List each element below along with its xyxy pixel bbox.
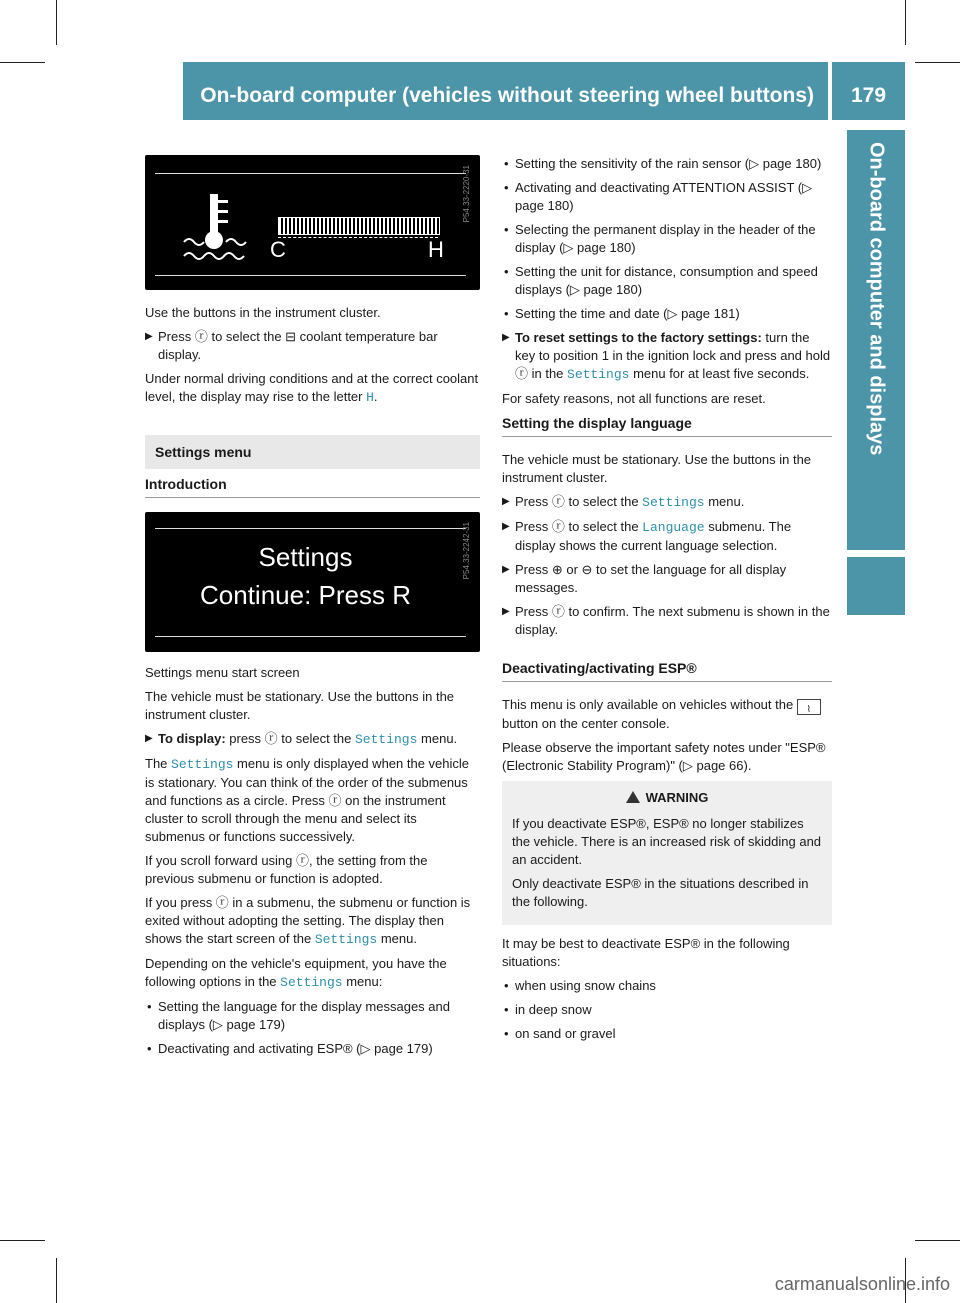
settings-screen-title: Settings: [258, 542, 353, 572]
settings-screen-prompt: Continue: Press R: [200, 580, 411, 610]
crop-mark: [915, 1240, 960, 1241]
coolant-display-image: [145, 155, 480, 290]
coolant-bar: [278, 217, 440, 235]
step: ▶ Press ⓡ to confirm. The next submenu is shown in the display.: [502, 603, 832, 639]
crop-mark: [56, 0, 57, 45]
image-code: P54.33-2242-31: [462, 522, 471, 580]
paragraph: It may be best to deactivate ESP® in the following situations:: [502, 936, 790, 969]
heading-rule: [502, 436, 832, 437]
list-item: • Setting the time and date (▷ page 181): [502, 305, 832, 323]
paragraph: Depending on the vehicle's equipment, you have the following options in the Settings menu:: [145, 956, 447, 990]
settings-screen-image: [145, 512, 480, 652]
paragraph: The Settings menu is only displayed when the vehicle is stationary. You can think of the order of the submenus and functions as a circle. Press ⓡ on the instrument cluster to scroll through the menu and select its submenus or functions successively.: [145, 756, 470, 844]
side-tab: [847, 130, 905, 550]
right-column: [502, 155, 832, 1049]
paragraph: This menu is only available on vehicles without the ⌇ button on the center console.: [502, 696, 832, 733]
paragraph: The vehicle must be stationary. Use the buttons in the instrument cluster.: [145, 689, 455, 722]
figure-caption: Settings menu start screen: [145, 665, 300, 680]
crop-mark: [56, 1258, 57, 1303]
warning-text: If you deactivate ESP®, ESP® no longer stabilizes the vehicle. There is an increased risk of skidding and an accident.: [512, 816, 822, 867]
subsection-heading: Setting the display language: [502, 415, 692, 431]
page-number: 179: [850, 84, 887, 107]
crop-mark: [915, 62, 960, 63]
coolant-bar-scale: [278, 237, 438, 239]
paragraph: If you scroll forward using ⓡ, the setting from the previous submenu or function is adopted.: [145, 853, 428, 886]
image-code: P54.33-2220-31: [462, 165, 471, 223]
heading-rule: [502, 681, 832, 682]
screen-divider: [155, 275, 466, 276]
step: ▶ To reset settings to the factory settings: turn the key to position 1 in the ignition lock and press and hold ⓡ in the Settings menu for at least five seconds.: [502, 329, 832, 384]
heading-rule: [145, 497, 480, 498]
screen-divider: [155, 528, 466, 529]
warning-triangle-icon: [626, 791, 640, 803]
list-item: • Deactivating and activating ESP® (▷ page 179): [145, 1040, 480, 1058]
coolant-label-h: H: [428, 237, 444, 262]
screen-divider: [155, 173, 466, 174]
step: ▶ Press ⓡ to select the Language submenu. The display shows the current language selection.: [502, 518, 832, 555]
list-item: • Activating and deactivating ATTENTION ASSIST (▷ page 180): [502, 179, 832, 215]
watermark: carmanualsonline.info: [774, 1274, 950, 1294]
screen-divider: [155, 636, 466, 637]
crop-mark: [905, 0, 906, 45]
page-title: On-board computer (vehicles without steering wheel buttons): [200, 84, 814, 107]
step: ▶ Press ⓡ to select the Settings menu.: [502, 493, 832, 512]
subsection-heading: Introduction: [145, 476, 227, 492]
coolant-label-c: C: [270, 237, 286, 262]
warning-heading: WARNING: [512, 789, 822, 807]
left-column: [145, 155, 480, 1064]
paragraph: Under normal driving conditions and at the correct coolant level, the display may rise to the letter H.: [145, 371, 479, 405]
list-item: • on sand or gravel: [502, 1025, 832, 1043]
section-heading: Settings menu: [145, 435, 480, 469]
paragraph: Use the buttons in the instrument cluster.: [145, 305, 381, 320]
side-marker: [847, 557, 905, 615]
crop-mark: [0, 62, 45, 63]
page-header: [183, 62, 828, 120]
page-number-box: [832, 62, 905, 120]
list-item: • Selecting the permanent display in the header of the display (▷ page 180): [502, 221, 832, 257]
side-tab-label: On-board computer and displays: [865, 142, 888, 456]
step: ▶ Press ⊕ or ⊖ to set the language for all display messages.: [502, 561, 832, 597]
paragraph: For safety reasons, not all functions are reset.: [502, 391, 766, 406]
crop-mark: [0, 1240, 45, 1241]
list-item: • in deep snow: [502, 1001, 832, 1019]
subsection-heading: Deactivating/activating ESP®: [502, 660, 697, 676]
step: ▶ To display: press ⓡ to select the Settings menu.: [145, 730, 480, 749]
paragraph: Please observe the important safety notes under "ESP® (Electronic Stability Program)" (▷ page 66).: [502, 740, 826, 773]
paragraph: If you press ⓡ in a submenu, the submenu or function is exited without adopting the setting. The display then shows the start screen of the Settings menu.: [145, 895, 471, 947]
step: ▶ Press ⓡ to select the ⊟ coolant temperature bar display.: [145, 328, 480, 364]
list-item: • Setting the unit for distance, consumption and speed displays (▷ page 180): [502, 263, 832, 299]
warning-text: Only deactivate ESP® in the situations described in the following.: [512, 876, 809, 909]
warning-box: [502, 781, 832, 925]
list-item: • Setting the language for the display messages and displays (▷ page 179): [145, 998, 480, 1034]
esp-off-button-icon: ⌇: [797, 699, 821, 715]
coolant-temperature-icon: [180, 190, 250, 270]
list-item: • when using snow chains: [502, 977, 832, 995]
list-item: • Setting the sensitivity of the rain sensor (▷ page 180): [502, 155, 832, 173]
paragraph: The vehicle must be stationary. Use the buttons in the instrument cluster.: [502, 452, 812, 485]
